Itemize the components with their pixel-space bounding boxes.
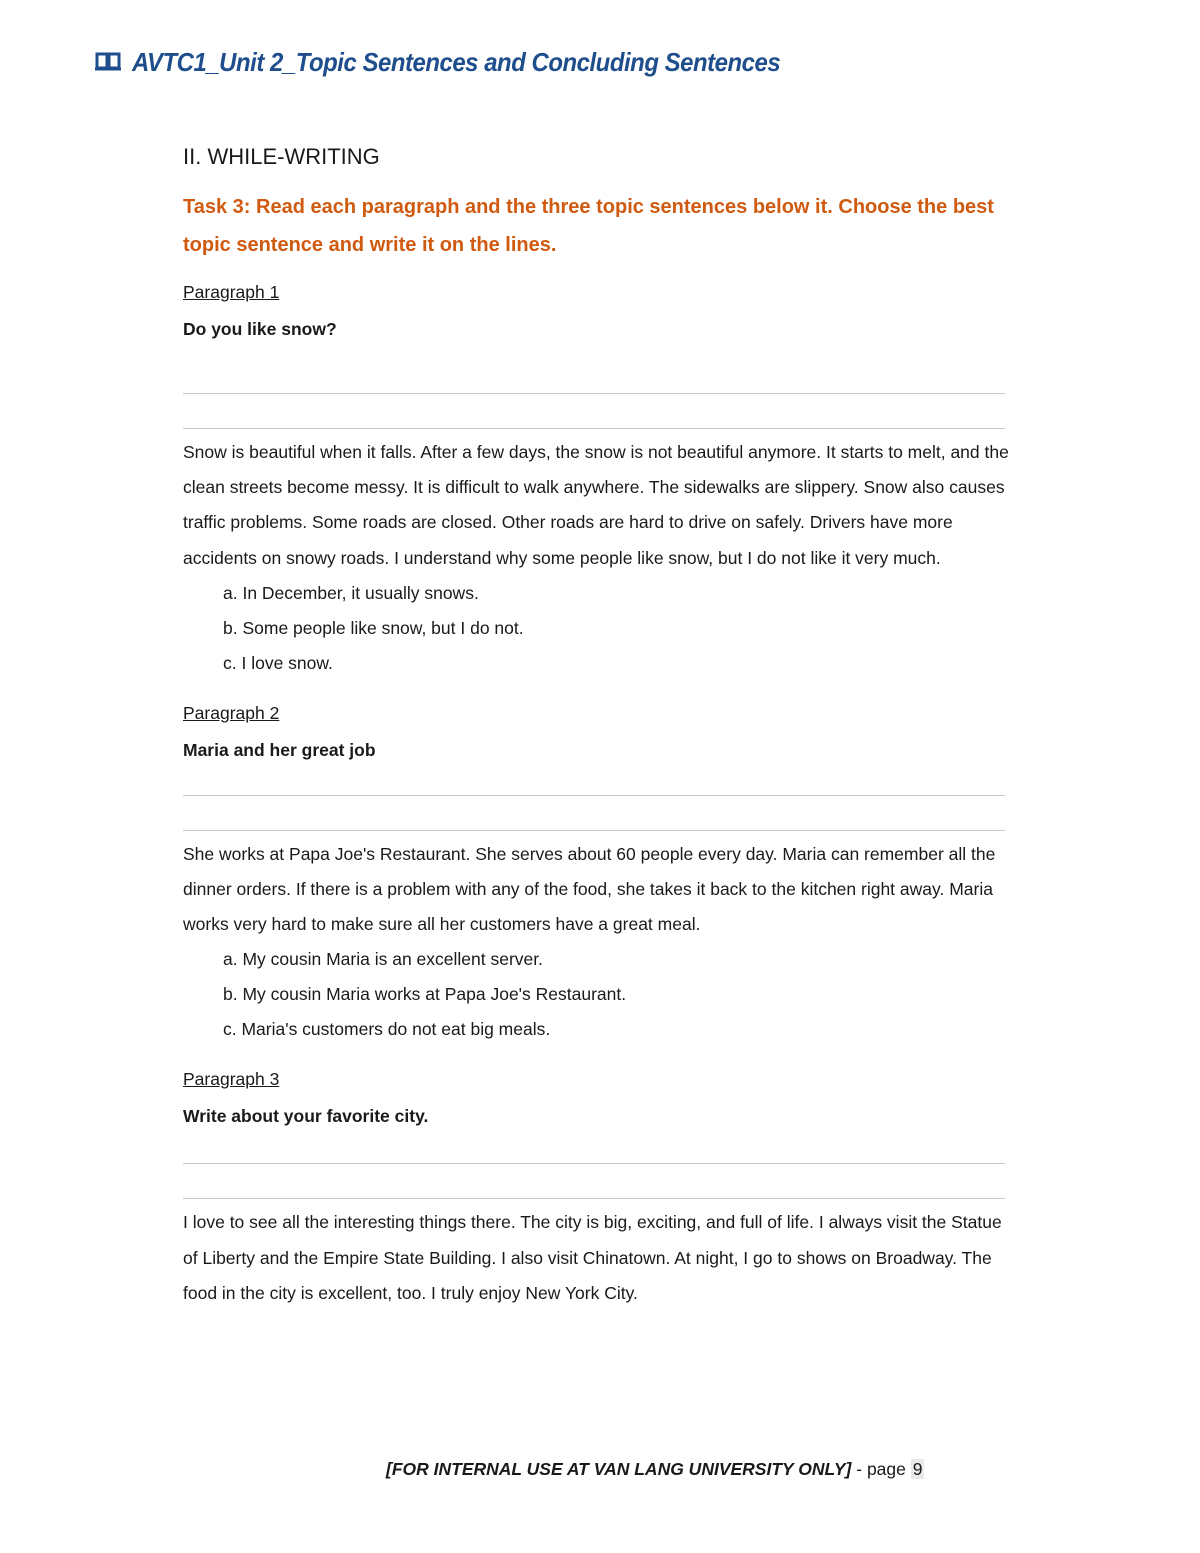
paragraph-3-block bbox=[183, 1061, 1018, 1311]
option-a: a. In December, it usually snows. bbox=[223, 582, 479, 603]
paragraph-label: Paragraph 3 bbox=[183, 1069, 280, 1090]
option-a: a. My cousin Maria is an excellent server. bbox=[223, 949, 543, 970]
page-number: 9 bbox=[912, 1459, 923, 1479]
section-title: II. WHILE-WRITING bbox=[183, 144, 380, 169]
option-c: c. Maria's customers do not eat big meals. bbox=[223, 1019, 551, 1040]
paragraph-label: Paragraph 2 bbox=[183, 702, 280, 723]
option-c: c. I love snow. bbox=[223, 652, 333, 673]
paragraph-text: She works at Papa Joe's Restaurant. She serves about 60 people every day. Maria can remember all the dinner orders. If there is a problem with any of the food, she takes it back to the kitchen right away. Maria works very hard to make sure all her customers have a great meal. bbox=[183, 843, 996, 935]
paragraph-1-block bbox=[183, 274, 1018, 681]
page-footer bbox=[386, 1454, 924, 1484]
paragraph-heading: Write about your favorite city. bbox=[183, 1106, 429, 1127]
options-list bbox=[183, 942, 1018, 1047]
paragraph-heading: Do you like snow? bbox=[183, 319, 337, 339]
option-b: b. My cousin Maria works at Papa Joe's Restaurant. bbox=[223, 984, 627, 1005]
paragraph-text: Snow is beautiful when it falls. After a few days, the snow is not beautiful anymore. It starts to melt, and the clean streets become messy. It is difficult to walk anywhere. The sidewalks are slippery. Snow also causes traffic problems. Some roads are closed. Other roads are hard to drive on safely. Drivers have more accidents on snowy roads. I understand why some people like snow, but I do not like it very much. bbox=[183, 442, 1009, 568]
footer-notice: [FOR INTERNAL USE AT VAN LANG UNIVERSITY ONLY] bbox=[386, 1459, 852, 1479]
page-label: - page bbox=[851, 1459, 911, 1479]
header-title: AVTC1_Unit 2_Topic Sentences and Concluding Sentences bbox=[132, 46, 781, 77]
paragraph-heading: Maria and her great job bbox=[183, 739, 376, 760]
page-header bbox=[94, 44, 837, 80]
paragraph-label: Paragraph 1 bbox=[183, 282, 280, 302]
document-body bbox=[183, 142, 1018, 1311]
options-list bbox=[183, 576, 1018, 681]
task-instructions: Task 3: Read each paragraph and the three topic sentences below it. Choose the best topic sentence and write it on the lines. bbox=[183, 196, 994, 256]
book-icon bbox=[94, 48, 122, 77]
option-b: b. Some people like snow, but I do not. bbox=[223, 617, 524, 638]
paragraph-2-block bbox=[183, 695, 1018, 1048]
paragraph-text: I love to see all the interesting things there. The city is big, exciting, and full of life. I always visit the Statue of Liberty and the Empire State Building. I also visit Chinatown. At night, I go to shows on Broadway. The food in the city is excellent, too. I truly enjoy New York City. bbox=[183, 1212, 1002, 1303]
